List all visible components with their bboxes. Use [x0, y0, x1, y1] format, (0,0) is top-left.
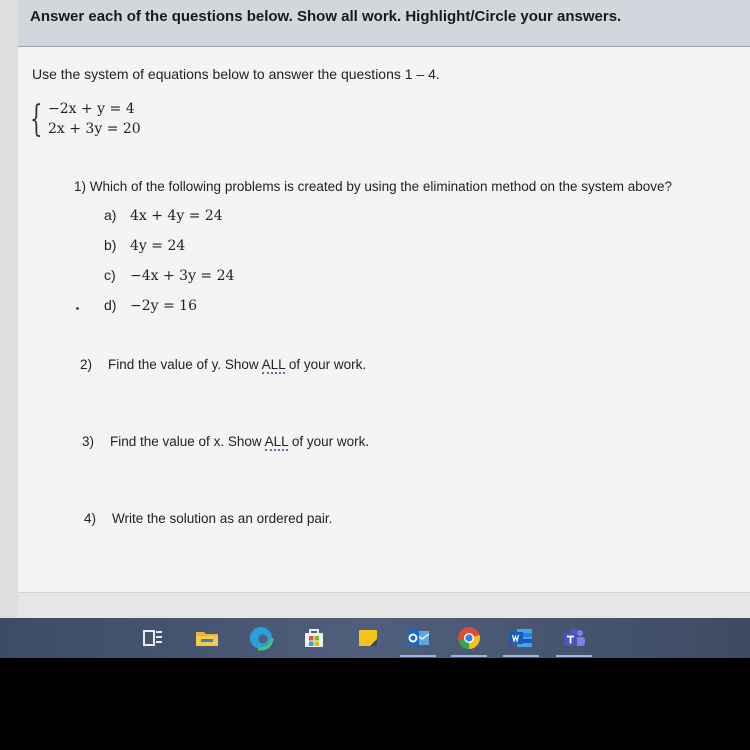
- taskbar: [0, 618, 750, 658]
- question-3-text-end: of your work.: [288, 434, 370, 449]
- page-bottom-edge: [18, 592, 750, 619]
- microsoft-store-icon[interactable]: [301, 625, 327, 651]
- monitor-bezel: [0, 658, 750, 750]
- question-3-emphasis: ALL: [264, 434, 289, 449]
- chrome-running-indicator: [451, 655, 487, 657]
- question-1: 1) Which of the following problems is created by using the elimination method on the system above?: [74, 179, 673, 194]
- question-4-text: Write the solution as an ordered pair.: [112, 511, 333, 526]
- teams-icon[interactable]: [561, 625, 587, 651]
- question-3-number: 3): [82, 434, 95, 449]
- question-4: [84, 511, 332, 526]
- option-d-letter: d): [104, 297, 117, 313]
- question-3: [82, 434, 369, 449]
- option-d-expression: −2y = 16: [130, 298, 197, 314]
- equation-2: 2x + 3y = 20: [48, 121, 141, 137]
- option-a: [104, 207, 223, 224]
- system-brace: {: [30, 99, 43, 140]
- instructions-header: [18, 0, 750, 47]
- option-d: [104, 297, 197, 314]
- task-view-icon[interactable]: [140, 625, 166, 651]
- question-2-text: Find the value of y. Show: [108, 357, 262, 372]
- worksheet-page: [18, 47, 750, 592]
- option-c-letter: c): [104, 267, 116, 283]
- intro-text: Use the system of equations below to answer the questions 1 – 4.: [32, 66, 440, 82]
- question-2-number: 2): [80, 357, 93, 372]
- instructions-text: Answer each of the questions below. Show all work. Highlight/Circle your answers.: [30, 8, 622, 25]
- document-left-margin: [0, 0, 18, 618]
- option-c-expression: −4x + 3y = 24: [130, 268, 235, 284]
- option-b-letter: b): [104, 237, 117, 253]
- question-2-emphasis: ALL: [261, 357, 286, 372]
- question-2-text-end: of your work.: [285, 357, 367, 372]
- edge-browser-icon[interactable]: [248, 625, 274, 651]
- question-4-number: 4): [84, 511, 97, 526]
- option-b: [104, 237, 185, 254]
- outlook-running-indicator: [400, 655, 436, 657]
- teams-running-indicator: [556, 655, 592, 657]
- chrome-icon[interactable]: [456, 625, 482, 651]
- word-running-indicator: [503, 655, 539, 657]
- word-icon[interactable]: [508, 625, 534, 651]
- sticky-notes-icon[interactable]: [355, 625, 381, 651]
- outlook-icon[interactable]: [405, 625, 431, 651]
- option-a-expression: 4x + 4y = 24: [130, 208, 223, 224]
- question-3-text: Find the value of x. Show: [110, 434, 265, 449]
- file-explorer-icon[interactable]: [194, 625, 220, 651]
- option-a-letter: a): [104, 207, 117, 223]
- option-c: [104, 267, 234, 284]
- option-b-expression: 4y = 24: [130, 238, 186, 254]
- equation-1: −2x + y = 4: [48, 101, 135, 117]
- question-2: [80, 357, 366, 372]
- stray-mark: [76, 307, 79, 310]
